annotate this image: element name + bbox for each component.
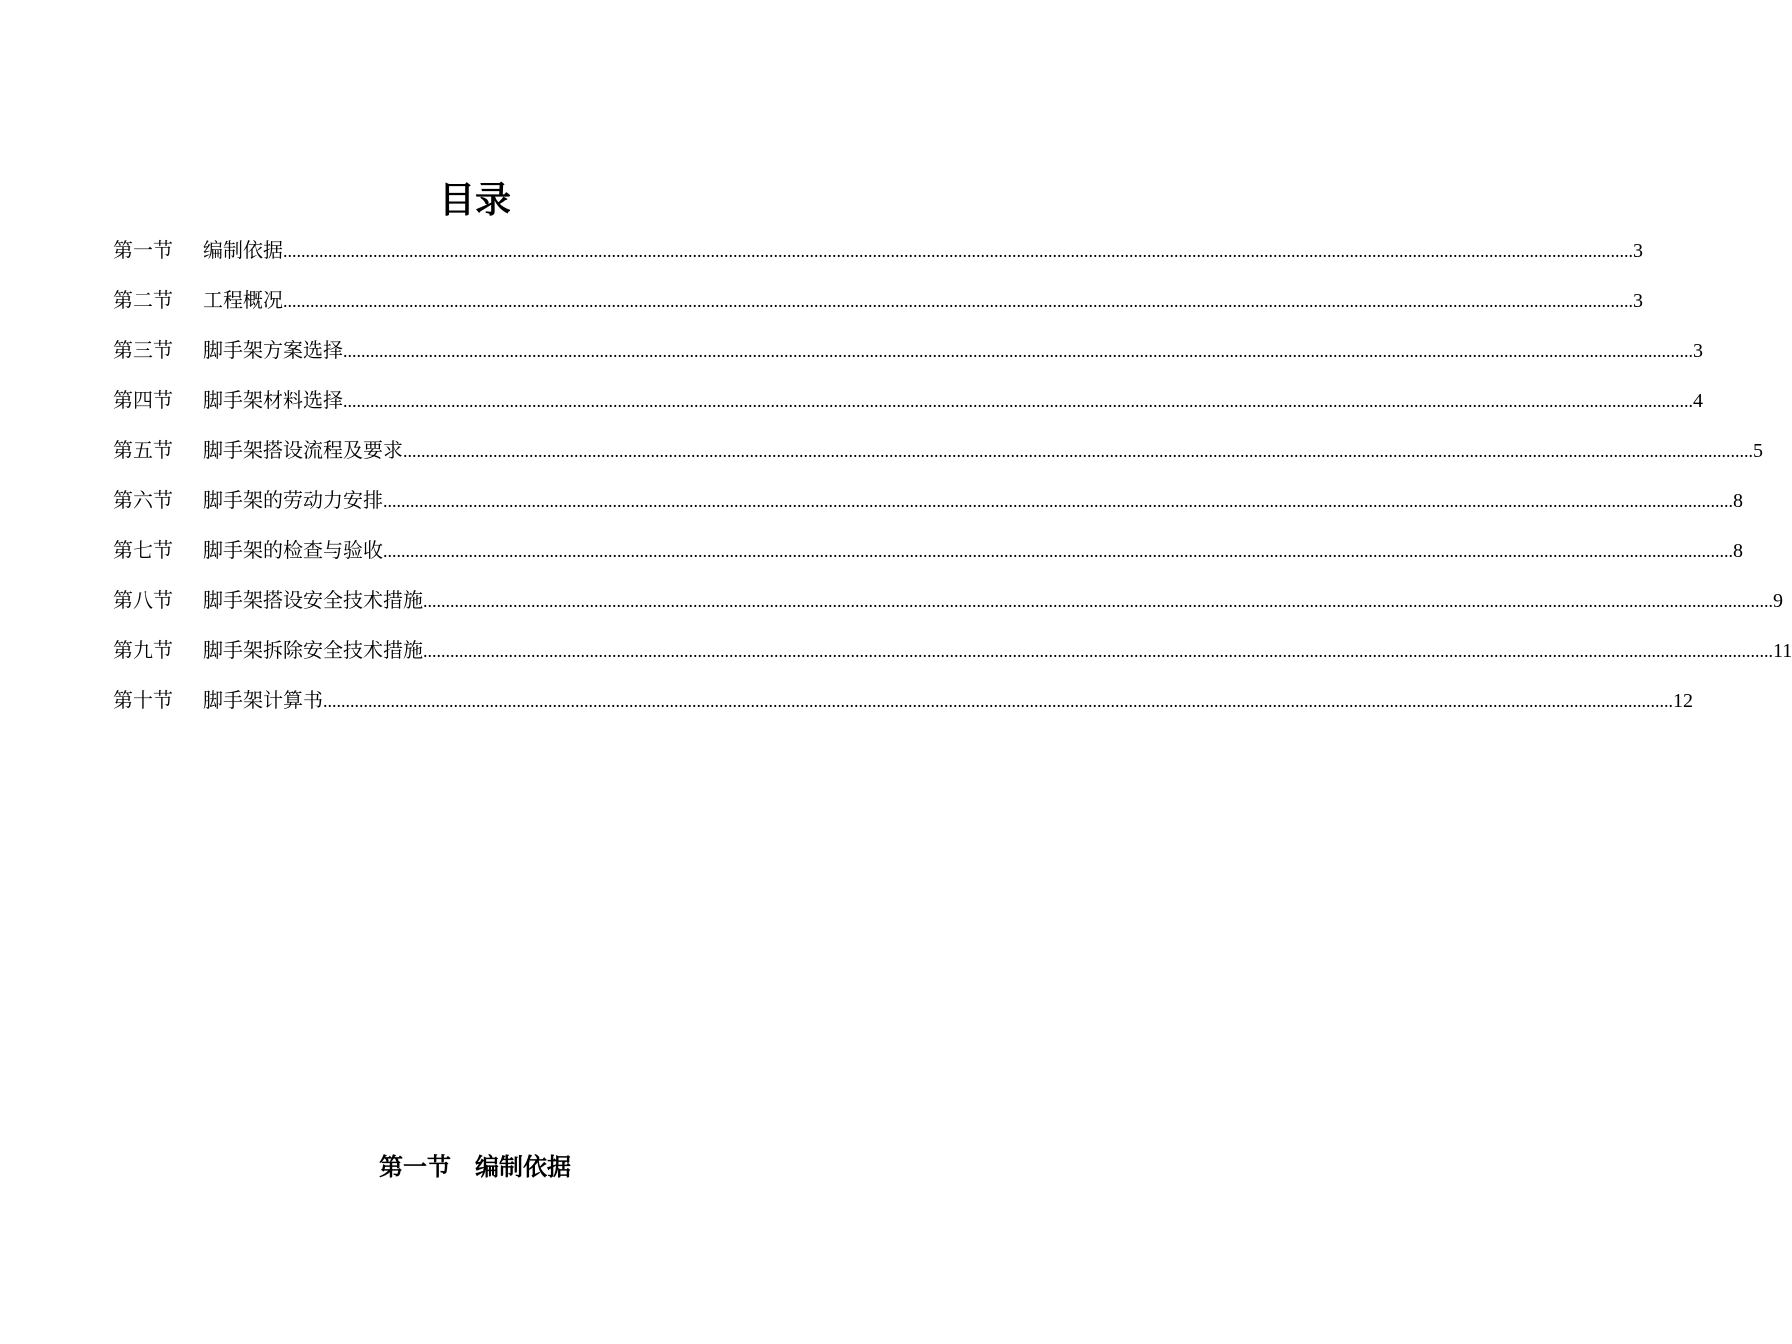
toc-section-title: 脚手架方案选择 [203,338,343,362]
toc-entry[interactable] [113,280,1643,330]
toc-dot-leader: ............................................................................................................................................................................................................................................................................................................ [343,341,1693,361]
toc-section-number: 第七节 [113,538,173,562]
toc-section-number: 第十节 [113,688,173,712]
toc-section-number: 第三节 [113,338,173,362]
toc-page-number: 8 [1733,490,1743,512]
toc-section-title: 工程概况 [203,288,283,312]
toc-page-number: 5 [1753,440,1763,462]
toc-dot-leader: ............................................................................................................................................................................................................................................................................................................ [383,491,1733,511]
toc-page-number: 4 [1693,390,1703,412]
toc-dot-leader: ............................................................................................................................................................................................................................................................................................................ [423,641,1773,661]
toc-section-title: 编制依据 [203,238,283,262]
toc-section-number: 第六节 [113,488,173,512]
toc-section-number: 第五节 [113,438,173,462]
toc-section-title: 脚手架拆除安全技术措施 [203,638,423,662]
toc-dot-leader: ............................................................................................................................................................................................................................................................................................................ [423,591,1773,611]
toc-page-number: 12 [1673,690,1693,712]
toc-entry[interactable] [113,480,1743,530]
toc-page-number: 3 [1633,290,1643,312]
toc-entry[interactable] [113,680,1693,730]
toc-section-number: 第九节 [113,638,173,662]
toc-section-number: 第四节 [113,388,173,412]
toc-page-number: 11 [1773,640,1792,662]
toc-section-title: 脚手架计算书 [203,688,323,712]
toc-section-title: 脚手架的检查与验收 [203,538,383,562]
toc-dot-leader: ............................................................................................................................................................................................................................................................................................................ [403,441,1753,461]
toc-page-number: 3 [1693,340,1703,362]
toc-entry[interactable] [113,530,1743,580]
toc-section-title: 脚手架材料选择 [203,388,343,412]
toc-entry[interactable] [113,380,1703,430]
toc-dot-leader: ............................................................................................................................................................................................................................................................................................................ [283,291,1633,311]
toc-entry[interactable] [113,230,1643,280]
toc-section-title: 脚手架搭设流程及要求 [203,438,403,462]
toc-dot-leader: ............................................................................................................................................................................................................................................................................................................ [283,241,1633,261]
toc-dot-leader: ............................................................................................................................................................................................................................................................................................................ [383,541,1733,561]
toc-dot-leader: ............................................................................................................................................................................................................................................................................................................ [323,691,1673,711]
toc-page-number: 8 [1733,540,1743,562]
toc-page-number: 9 [1773,590,1783,612]
toc-entry[interactable] [113,330,1703,380]
toc-title: 目录 [438,179,511,221]
toc-entry[interactable] [113,580,1783,630]
toc-section-number: 第八节 [113,588,173,612]
toc-entry[interactable] [113,430,1763,480]
section-heading: 第一节 编制依据 [379,1152,571,1181]
toc-section-title: 脚手架搭设安全技术措施 [203,588,423,612]
toc-dot-leader: ............................................................................................................................................................................................................................................................................................................ [343,391,1693,411]
toc-section-title: 脚手架的劳动力安排 [203,488,383,512]
toc-section-number: 第一节 [113,238,173,262]
toc-entry[interactable] [113,630,1792,680]
table-of-contents [113,230,1792,730]
toc-section-number: 第二节 [113,288,173,312]
toc-page-number: 3 [1633,240,1643,262]
